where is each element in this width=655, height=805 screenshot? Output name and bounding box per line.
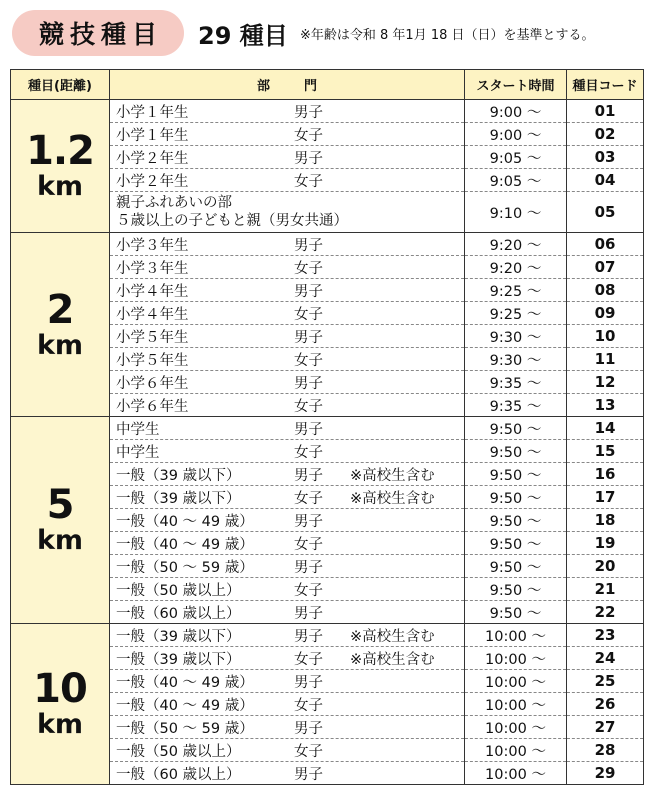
- gender-label: 女子: [294, 173, 323, 190]
- event-code-cell: 07: [567, 256, 644, 279]
- event-code-cell: 02: [567, 123, 644, 146]
- start-time-cell: 9:00 ～: [465, 100, 567, 123]
- category-label: 一般（50 歳以上）: [116, 743, 241, 760]
- start-time-cell: 9:05 ～: [465, 146, 567, 169]
- department-cell: [110, 371, 465, 394]
- distance-cell: [11, 417, 110, 624]
- department-cell: [110, 739, 465, 762]
- gender-label: 女子: [294, 697, 323, 714]
- department-cell: [110, 192, 465, 233]
- department-cell: [110, 762, 465, 785]
- department-cell: [110, 394, 465, 417]
- category-label: 一般（40 ～ 49 歳）: [116, 536, 254, 553]
- category-note: ※高校生含む: [350, 651, 435, 668]
- start-time-cell: 9:50 ～: [465, 463, 567, 486]
- age-basis-note: ※年齢は令和 8 年1月 18 日（日）を基準とする。: [300, 28, 595, 43]
- category-label: 一般（60 歳以上）: [116, 605, 241, 622]
- gender-label: 女子: [294, 127, 323, 144]
- table-row: [11, 417, 644, 440]
- department-cell: [110, 647, 465, 670]
- category-label: 小学３年生: [116, 260, 189, 277]
- gender-label: 男子: [294, 329, 323, 346]
- gender-label: 男子: [294, 237, 323, 254]
- start-time-cell: 9:50 ～: [465, 509, 567, 532]
- start-time-cell: 9:20 ～: [465, 256, 567, 279]
- category-label: 一般（50 ～ 59 歳）: [116, 559, 254, 576]
- start-time-cell: 9:35 ～: [465, 394, 567, 417]
- category-label: 一般（50 ～ 59 歳）: [116, 720, 254, 737]
- start-time-cell: 10:00 ～: [465, 693, 567, 716]
- gender-label: 女子: [294, 260, 323, 277]
- start-time-cell: 9:00 ～: [465, 123, 567, 146]
- event-code-cell: 26: [567, 693, 644, 716]
- event-code-cell: 20: [567, 555, 644, 578]
- department-cell: [110, 146, 465, 169]
- event-code-cell: 25: [567, 670, 644, 693]
- category-label: 中学生: [116, 421, 160, 438]
- department-cell: [110, 532, 465, 555]
- gender-label: 男子: [294, 104, 323, 121]
- distance-number: 1.2: [26, 128, 94, 175]
- category-label: 一般（39 歳以下）: [116, 490, 241, 507]
- gender-label: 男子: [294, 467, 323, 484]
- event-code-cell: 08: [567, 279, 644, 302]
- distance-cell: [11, 624, 110, 785]
- start-time-cell: 9:20 ～: [465, 233, 567, 256]
- distance-number: 10: [33, 666, 87, 713]
- col-header-start-time: スタート時間: [465, 70, 567, 100]
- gender-label: 女子: [294, 306, 323, 323]
- page-header: [0, 0, 655, 68]
- category-label: 一般（39 歳以下）: [116, 651, 241, 668]
- department-cell: [110, 601, 465, 624]
- department-cell: [110, 348, 465, 371]
- department-cell: [110, 670, 465, 693]
- start-time-cell: 9:10 ～: [465, 192, 567, 233]
- category-label: 小学４年生: [116, 306, 189, 323]
- event-code-cell: 17: [567, 486, 644, 509]
- category-label: 中学生: [116, 444, 160, 461]
- gender-label: 男子: [294, 559, 323, 576]
- start-time-cell: 10:00 ～: [465, 716, 567, 739]
- event-code-cell: 24: [567, 647, 644, 670]
- start-time-cell: 10:00 ～: [465, 762, 567, 785]
- start-time-cell: 9:50 ～: [465, 555, 567, 578]
- category-note: ※高校生含む: [350, 467, 435, 484]
- gender-label: 女子: [294, 398, 323, 415]
- department-cell: [110, 256, 465, 279]
- category-label: 小学５年生: [116, 352, 189, 369]
- start-time-cell: 9:50 ～: [465, 578, 567, 601]
- distance-number: 2: [46, 286, 74, 333]
- distance-unit: km: [36, 525, 84, 557]
- distance-cell: [11, 100, 110, 233]
- department-cell: [110, 463, 465, 486]
- table-header-row: [11, 70, 644, 100]
- department-cell: [110, 100, 465, 123]
- gender-label: 女子: [294, 743, 323, 760]
- event-code-cell: 10: [567, 325, 644, 348]
- department-line: ５歳以上の子どもと親（男女共通）: [116, 213, 348, 229]
- category-note: ※高校生含む: [350, 490, 435, 507]
- department-line: 親子ふれあいの部: [116, 195, 232, 211]
- department-cell: [110, 279, 465, 302]
- col-header-department: 部 門: [110, 70, 465, 100]
- event-code-cell: 16: [567, 463, 644, 486]
- event-code-cell: 15: [567, 440, 644, 463]
- event-code-cell: 18: [567, 509, 644, 532]
- department-cell: [110, 555, 465, 578]
- start-time-cell: 9:25 ～: [465, 279, 567, 302]
- event-code-cell: 04: [567, 169, 644, 192]
- gender-label: 女子: [294, 536, 323, 553]
- department-cell: [110, 693, 465, 716]
- category-label: 小学２年生: [116, 150, 189, 167]
- event-code-cell: 09: [567, 302, 644, 325]
- start-time-cell: 10:00 ～: [465, 624, 567, 647]
- category-label: 一般（40 ～ 49 歳）: [116, 674, 254, 691]
- category-label: 小学４年生: [116, 283, 189, 300]
- event-code-cell: 12: [567, 371, 644, 394]
- gender-label: 男子: [294, 513, 323, 530]
- event-code-cell: 21: [567, 578, 644, 601]
- gender-label: 男子: [294, 375, 323, 392]
- event-code-cell: 14: [567, 417, 644, 440]
- event-table: [10, 69, 644, 785]
- distance-cell: [11, 233, 110, 417]
- event-code-cell: 01: [567, 100, 644, 123]
- event-code-cell: 06: [567, 233, 644, 256]
- category-label: 一般（50 歳以上）: [116, 582, 241, 599]
- start-time-cell: 10:00 ～: [465, 670, 567, 693]
- department-cell: [110, 325, 465, 348]
- start-time-cell: 10:00 ～: [465, 647, 567, 670]
- gender-label: 女子: [294, 490, 323, 507]
- table-row: [11, 100, 644, 123]
- event-code-cell: 28: [567, 739, 644, 762]
- department-cell: [110, 716, 465, 739]
- event-count: 29 種目: [198, 22, 288, 50]
- distance-unit: km: [36, 709, 84, 741]
- gender-label: 女子: [294, 582, 323, 599]
- gender-label: 男子: [294, 720, 323, 737]
- start-time-cell: 10:00 ～: [465, 739, 567, 762]
- category-note: ※高校生含む: [350, 628, 435, 645]
- gender-label: 男子: [294, 766, 323, 783]
- table-row: [11, 233, 644, 256]
- col-header-event-code: 種目コード: [567, 70, 644, 100]
- department-cell: [110, 302, 465, 325]
- department-cell: [110, 509, 465, 532]
- event-code-cell: 22: [567, 601, 644, 624]
- col-header-distance: 種目(距離): [11, 70, 110, 100]
- distance-number: 5: [46, 482, 74, 529]
- gender-label: 女子: [294, 651, 323, 668]
- start-time-cell: 9:35 ～: [465, 371, 567, 394]
- category-label: 一般（40 ～ 49 歳）: [116, 697, 254, 714]
- category-label: 小学６年生: [116, 375, 189, 392]
- category-label: 小学２年生: [116, 173, 189, 190]
- gender-label: 女子: [294, 444, 323, 461]
- section-title-badge: 競技種目: [12, 10, 184, 56]
- department-cell: [110, 233, 465, 256]
- department-cell: [110, 169, 465, 192]
- gender-label: 男子: [294, 150, 323, 167]
- start-time-cell: 9:30 ～: [465, 348, 567, 371]
- category-label: 小学１年生: [116, 104, 189, 121]
- start-time-cell: 9:50 ～: [465, 532, 567, 555]
- department-cell: [110, 578, 465, 601]
- department-cell: [110, 123, 465, 146]
- category-label: 小学５年生: [116, 329, 189, 346]
- event-code-cell: 03: [567, 146, 644, 169]
- category-label: 小学６年生: [116, 398, 189, 415]
- department-cell: [110, 417, 465, 440]
- start-time-cell: 9:25 ～: [465, 302, 567, 325]
- category-label: 小学１年生: [116, 127, 189, 144]
- gender-label: 男子: [294, 628, 323, 645]
- department-cell: [110, 440, 465, 463]
- gender-label: 男子: [294, 283, 323, 300]
- event-code-cell: 05: [567, 192, 644, 233]
- gender-label: 男子: [294, 421, 323, 438]
- start-time-cell: 9:50 ～: [465, 417, 567, 440]
- category-label: 一般（39 歳以下）: [116, 628, 241, 645]
- event-code-cell: 27: [567, 716, 644, 739]
- category-label: 一般（40 ～ 49 歳）: [116, 513, 254, 530]
- event-code-cell: 23: [567, 624, 644, 647]
- event-code-cell: 11: [567, 348, 644, 371]
- department-cell: [110, 486, 465, 509]
- start-time-cell: 9:50 ～: [465, 486, 567, 509]
- department-cell: [110, 624, 465, 647]
- event-code-cell: 19: [567, 532, 644, 555]
- start-time-cell: 9:50 ～: [465, 440, 567, 463]
- gender-label: 女子: [294, 352, 323, 369]
- gender-label: 男子: [294, 674, 323, 691]
- event-code-cell: 13: [567, 394, 644, 417]
- distance-unit: km: [36, 171, 84, 203]
- category-label: 小学３年生: [116, 237, 189, 254]
- distance-unit: km: [36, 329, 84, 361]
- start-time-cell: 9:05 ～: [465, 169, 567, 192]
- start-time-cell: 9:50 ～: [465, 601, 567, 624]
- gender-label: 男子: [294, 605, 323, 622]
- event-code-cell: 29: [567, 762, 644, 785]
- category-label: 一般（60 歳以上）: [116, 766, 241, 783]
- category-label: 一般（39 歳以下）: [116, 467, 241, 484]
- start-time-cell: 9:30 ～: [465, 325, 567, 348]
- table-row: [11, 624, 644, 647]
